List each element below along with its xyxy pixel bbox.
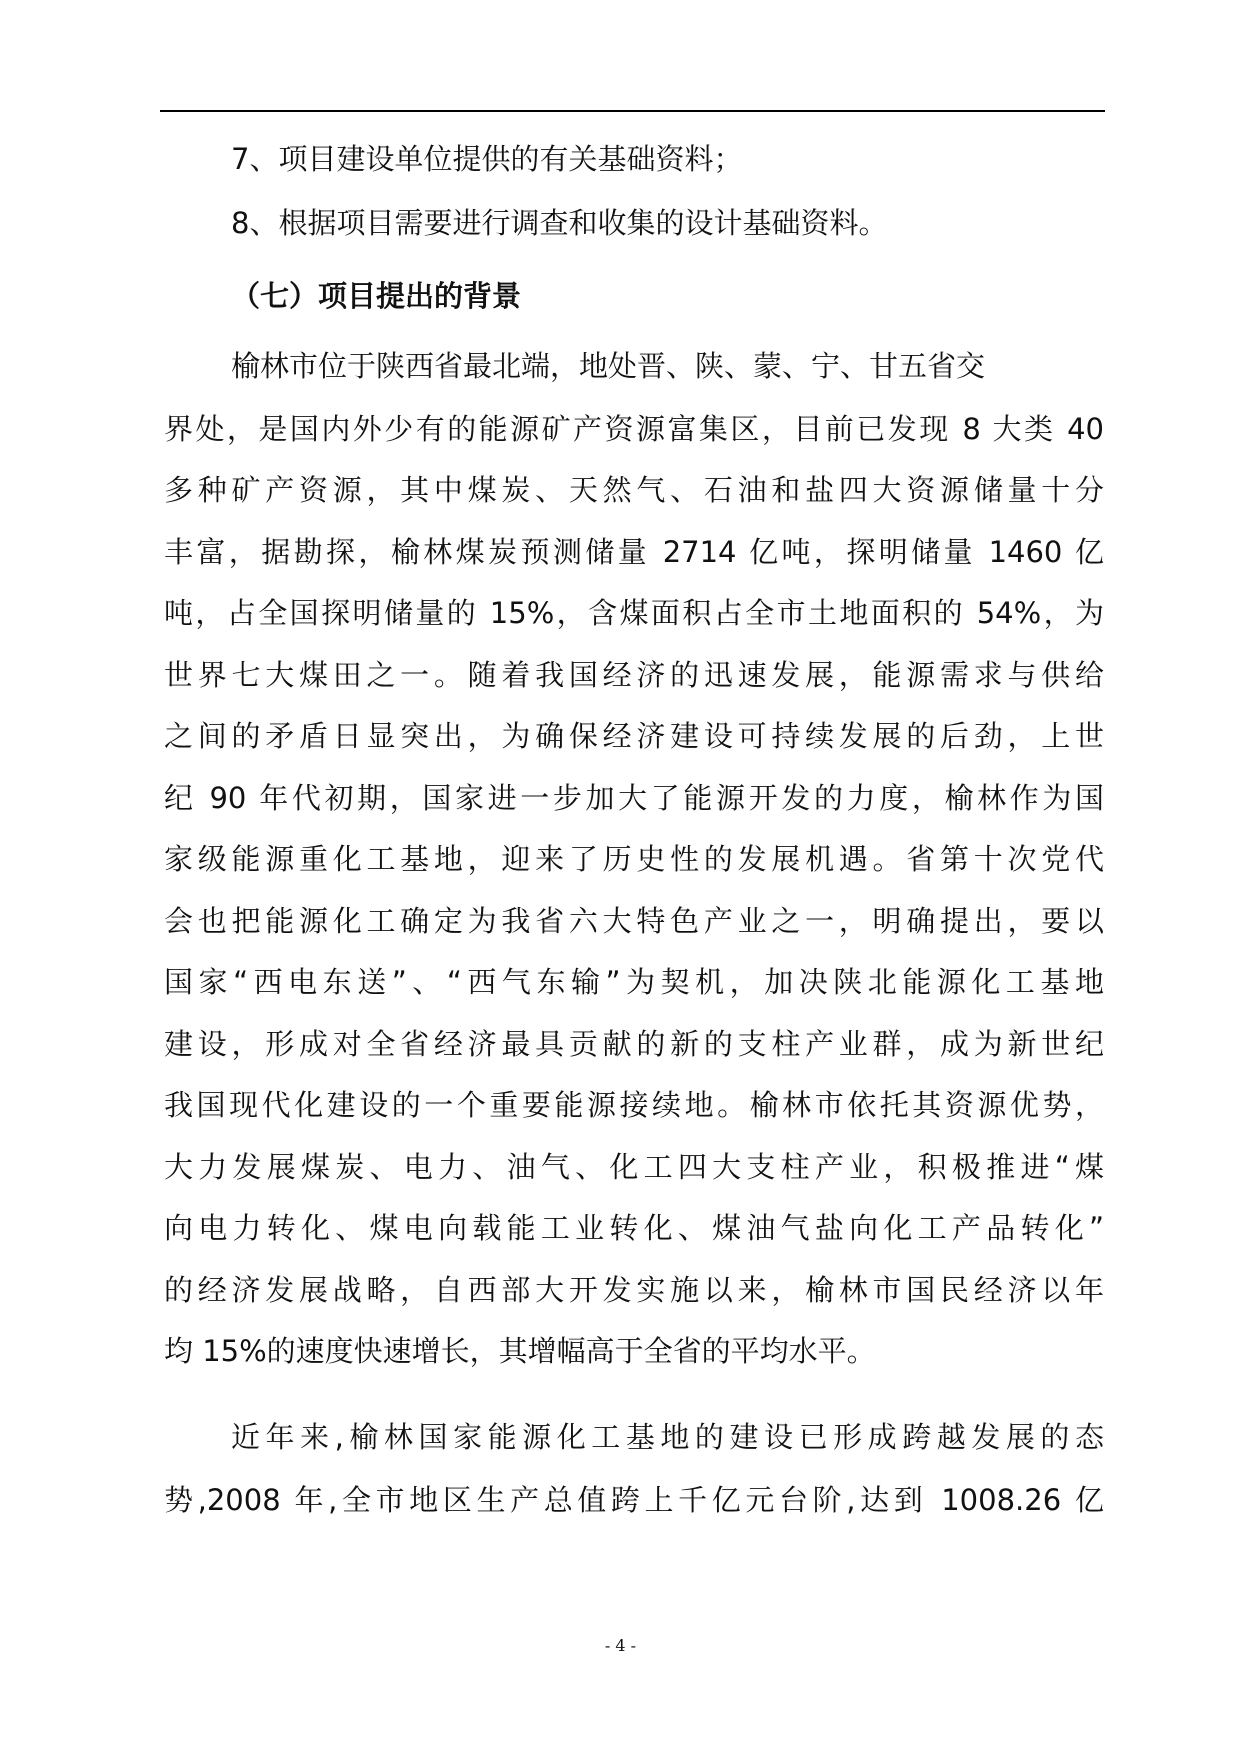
paragraph-line: 均 15%的速度快速增长，其增幅高于全省的平均水平。 [164, 1334, 876, 1368]
paragraph-line: 之间的矛盾日显突出，为确保经济建设可持续发展的后劲，上世 [164, 719, 1104, 753]
paragraph-line: 势,2008 年,全市地区生产总值跨上千亿元台阶,达到 1008.26 亿 [164, 1483, 1104, 1517]
paragraph-line: 吨，占全国探明储量的 15%，含煤面积占全市土地面积的 54%，为 [164, 596, 1104, 630]
paragraph-line: 世界七大煤田之一。随着我国经济的迅速发展，能源需求与供给 [164, 658, 1104, 692]
paragraph-line: 界处，是国内外少有的能源矿产资源富集区，目前已发现 8 大类 40 [164, 412, 1104, 446]
page-number: - 4 - [604, 1636, 637, 1655]
paragraph-line: 丰富，据勘探，榆林煤炭预测储量 2714 亿吨，探明储量 1460 亿 [164, 535, 1104, 569]
paragraph-line: 纪 90 年代初期，国家进一步加大了能源开发的力度，榆林作为国 [164, 781, 1104, 815]
paragraph-line: 向电力转化、煤电向载能工业转化、煤油气盐向化工产品转化” [164, 1211, 1104, 1245]
paragraph-line: 家级能源重化工基地，迎来了历史性的发展机遇。省第十次党代 [164, 842, 1104, 876]
paragraph-line: 多种矿产资源，其中煤炭、天然气、石油和盐四大资源储量十分 [164, 473, 1104, 507]
paragraph-line: 近年来,榆林国家能源化工基地的建设已形成跨越发展的态 [231, 1420, 1104, 1454]
paragraph-line: 国家“西电东送”、“西气东输”为契机，加决陕北能源化工基地 [164, 965, 1104, 999]
section-heading: （七）项目提出的背景 [231, 279, 522, 313]
paragraph-line: 榆林市位于陕西省最北端，地处晋、陕、蒙、宁、甘五省交 [231, 349, 986, 383]
list-item-8: 8、根据项目需要进行调查和收集的设计基础资料。 [231, 206, 888, 240]
list-item-7: 7、项目建设单位提供的有关基础资料； [231, 142, 743, 176]
paragraph-line: 大力发展煤炭、电力、油气、化工四大支柱产业，积极推进“煤 [164, 1150, 1104, 1184]
header-rule [160, 110, 1105, 112]
paragraph-line: 建设，形成对全省经济最具贡献的新的支柱产业群，成为新世纪 [164, 1027, 1104, 1061]
paragraph-line: 我国现代化建设的一个重要能源接续地。榆林市依托其资源优势， [164, 1088, 1104, 1122]
paragraph-line: 会也把能源化工确定为我省六大特色产业之一，明确提出，要以 [164, 904, 1104, 938]
paragraph-line: 的经济发展战略，自西部大开发实施以来，榆林市国民经济以年 [164, 1273, 1104, 1307]
